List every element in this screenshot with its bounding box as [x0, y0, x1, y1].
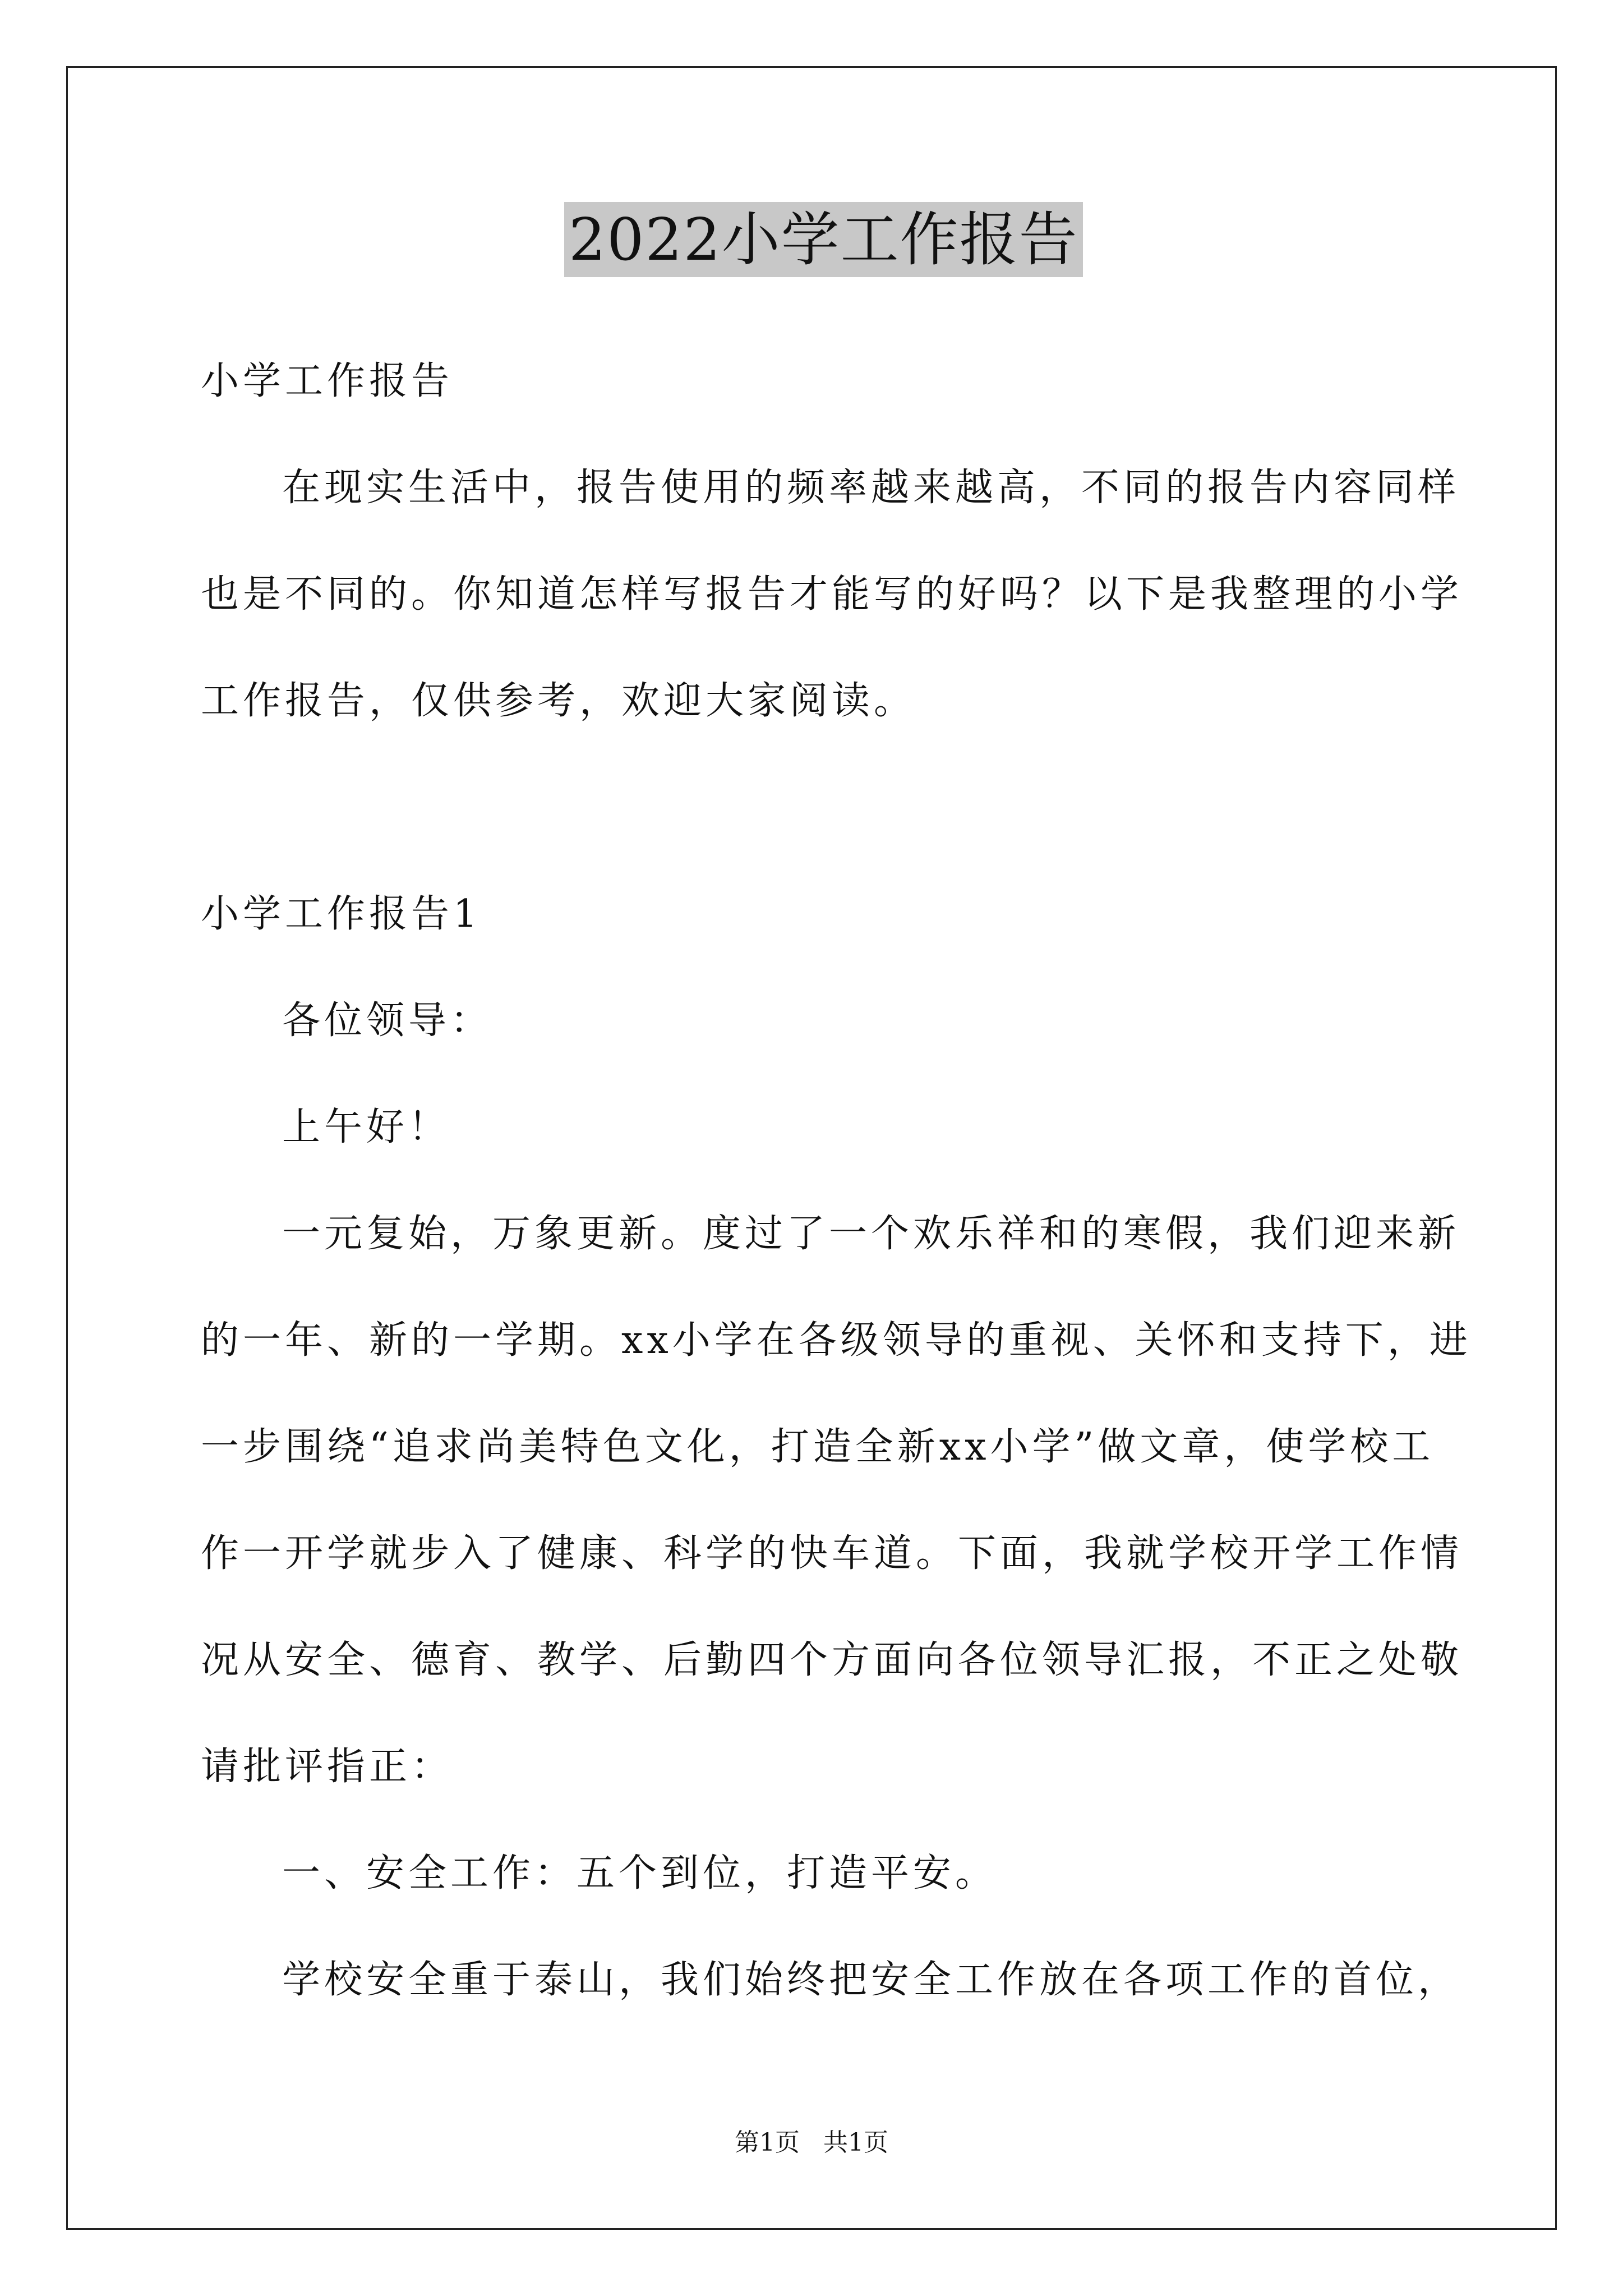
greeting: 上午好！ [282, 1105, 451, 1149]
page-footer: 第1页 共1页 [735, 2128, 888, 2157]
point1-heading: 一、安全工作：五个到位，打造平安。 [282, 1851, 998, 1895]
para1-line-2: 的一年、新的一学期。xx小学在各级领导的重视、关怀和支持下，进 [201, 1318, 1472, 1363]
subtitle: 小学工作报告 [201, 359, 454, 403]
document-title: 2022小学工作报告 [564, 202, 1083, 277]
section-heading: 小学工作报告1 [201, 892, 482, 936]
intro-line-2: 也是不同的。你知道怎样写报告才能写的好吗？以下是我整理的小学 [201, 572, 1463, 616]
para2-line-1: 学校安全重于泰山，我们始终把安全工作放在各项工作的首位， [282, 1958, 1460, 2002]
para1-line-1: 一元复始，万象更新。度过了一个欢乐祥和的寒假，我们迎来新 [282, 1212, 1460, 1256]
para1-line-5: 况从安全、德育、教学、后勤四个方面向各位领导汇报，不正之处敬 [201, 1638, 1463, 1682]
intro-line-3: 工作报告，仅供参考，欢迎大家阅读。 [201, 679, 916, 723]
intro-line-1: 在现实生活中，报告使用的频率越来越高，不同的报告内容同样 [282, 466, 1460, 510]
para1-line-6: 请批评指正： [201, 1745, 454, 1789]
para1-line-4: 作一开学就步入了健康、科学的快车道。下面，我就学校开学工作情 [201, 1531, 1463, 1576]
para1-line-3: 一步围绕“追求尚美特色文化，打造全新xx小学”做文章，使学校工 [201, 1425, 1435, 1469]
salutation: 各位领导： [282, 999, 493, 1043]
